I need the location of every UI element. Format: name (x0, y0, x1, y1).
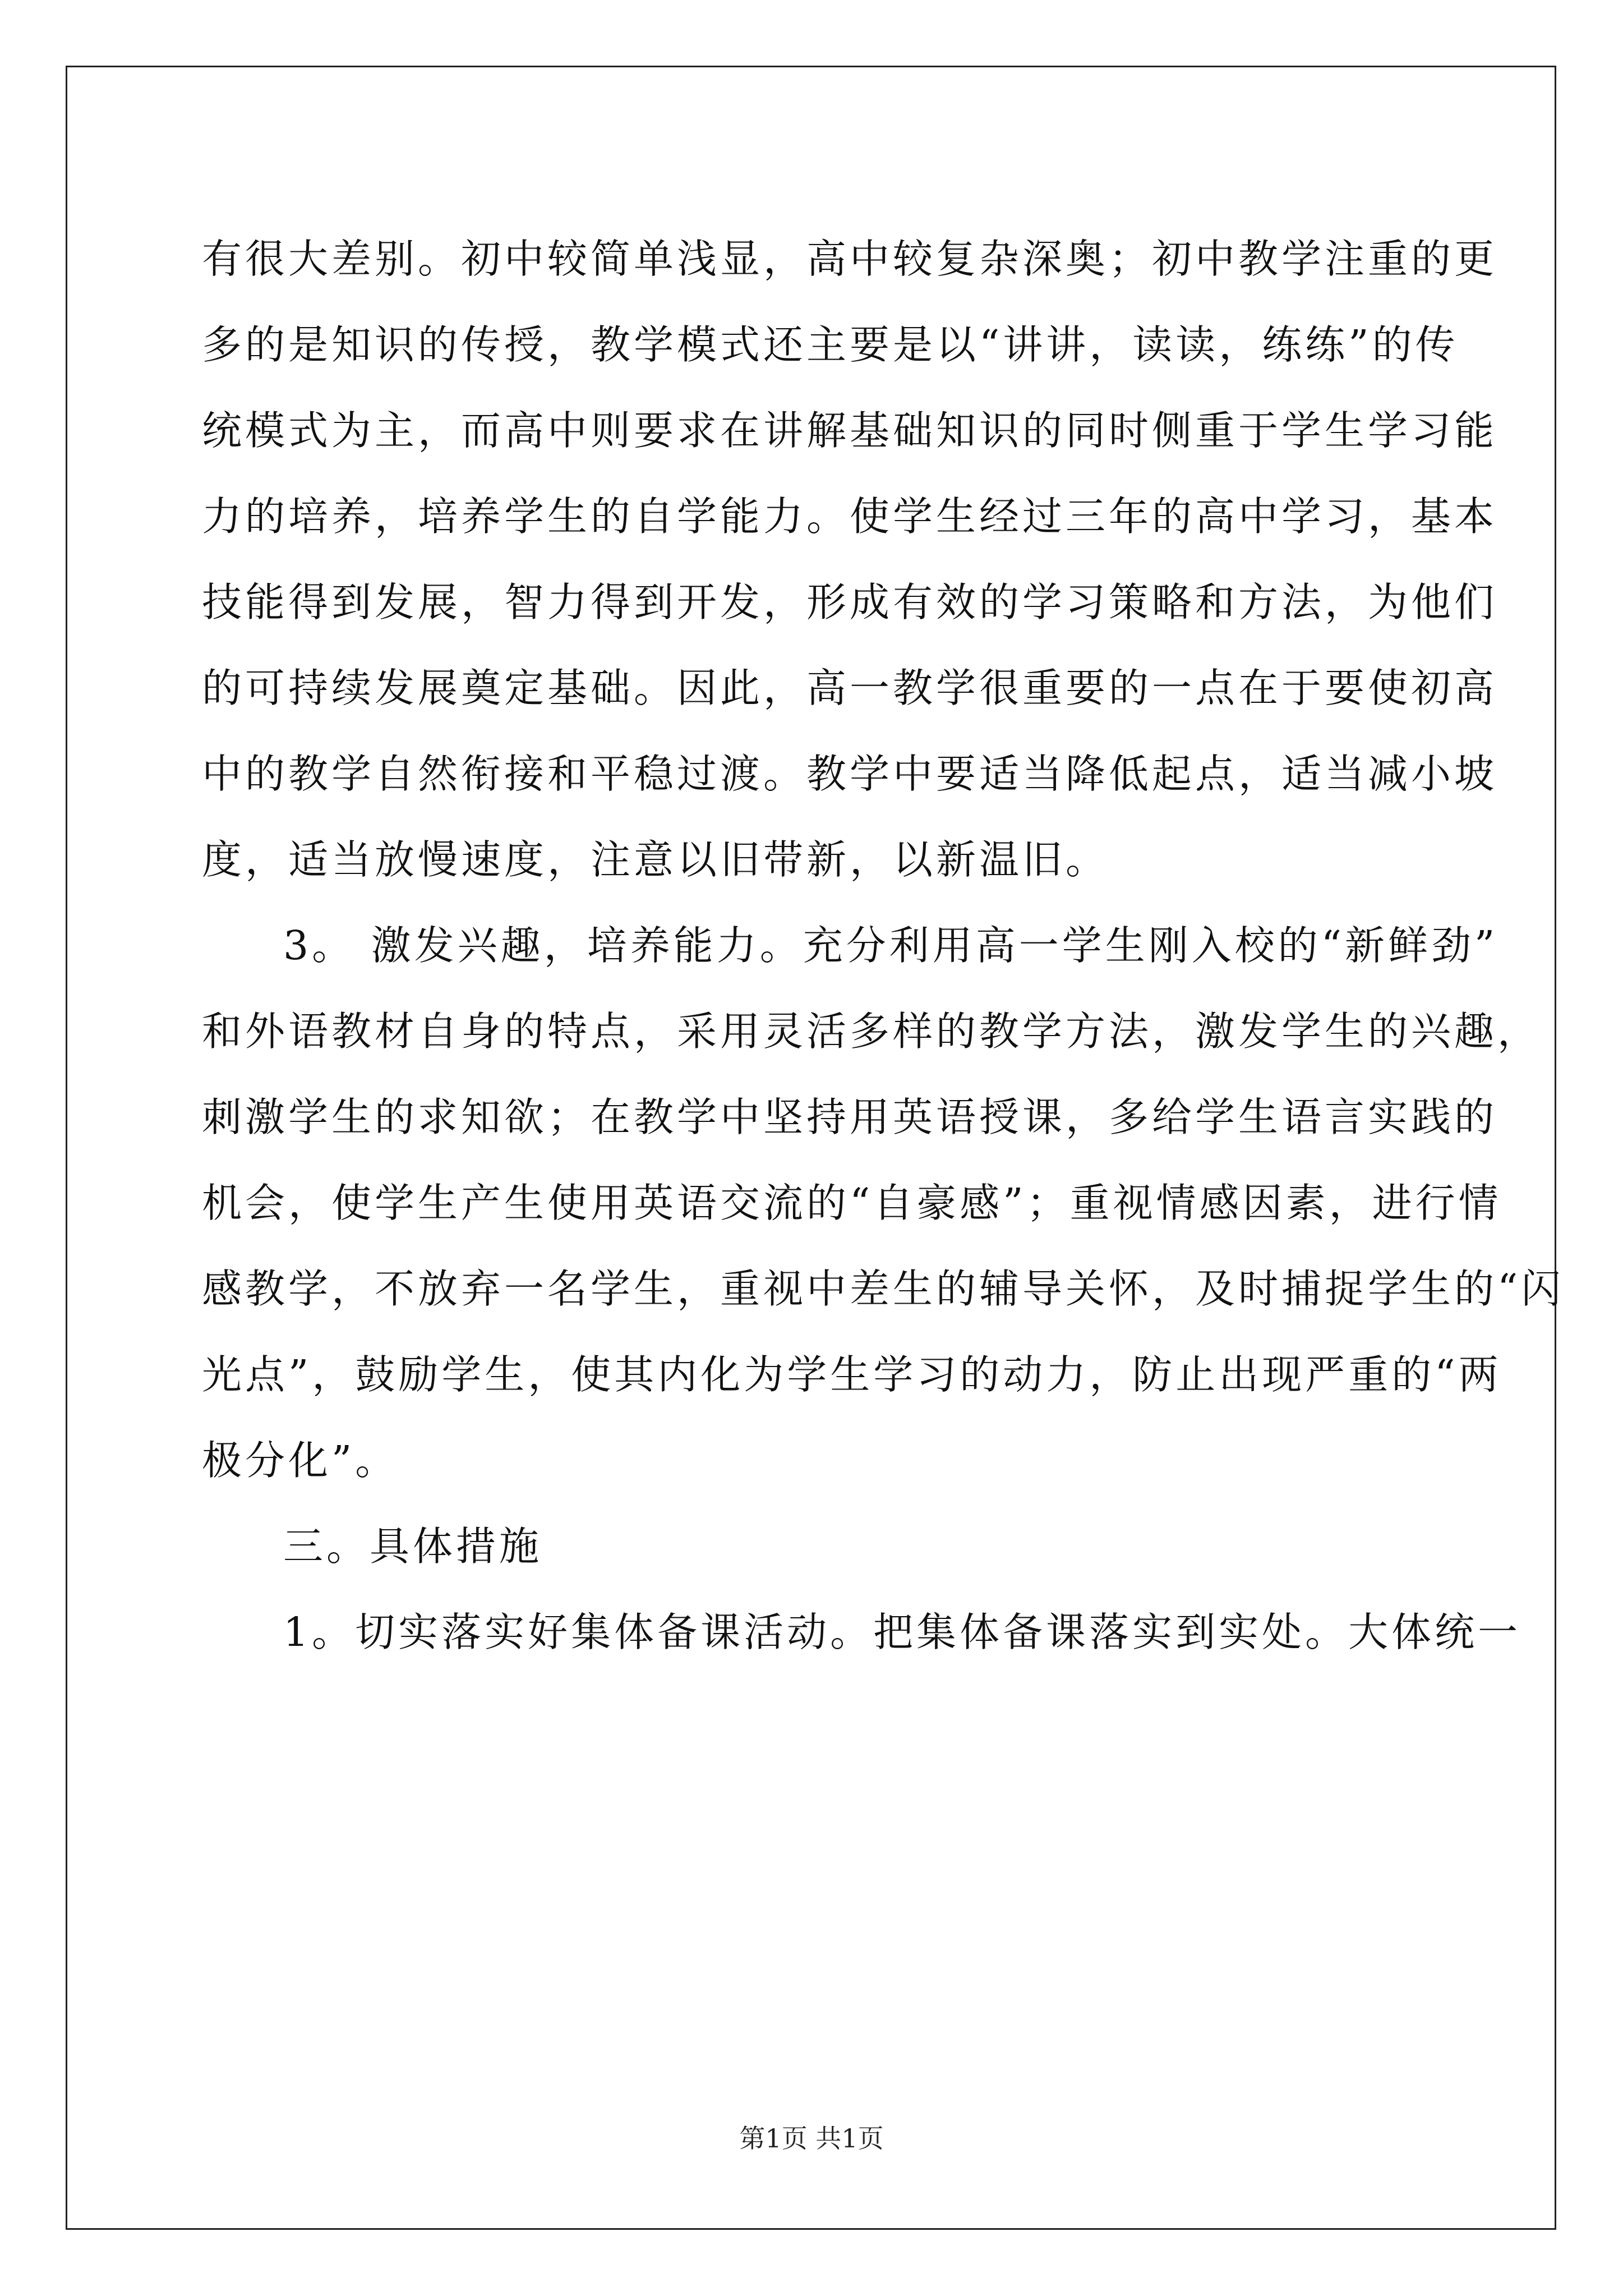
text-line-4: 力的培养，培养学生的自学能力。使学生经过三年的高中学习，基本 (202, 493, 1498, 540)
text-line-1: 有很大差别。初中较简单浅显，高中较复杂深奥；初中教学注重的更 (202, 236, 1498, 282)
text-line-10: 和外语教材自身的特点，采用灵活多样的教学方法，激发学生的兴趣， (202, 1008, 1541, 1055)
page-footer: 第1页 共1页 (739, 2123, 884, 2154)
text-line-8: 度，适当放慢速度，注意以旧带新，以新温旧。 (202, 836, 1109, 883)
section-heading: 三。具体措施 (283, 1523, 543, 1570)
text-line-2: 多的是知识的传授，教学模式还主要是以“讲讲，读读，练练”的传 (202, 321, 1459, 368)
text-line-6: 的可持续发展奠定基础。因此，高一教学很重要的一点在于要使初高 (202, 665, 1498, 711)
text-line-5: 技能得到发展，智力得到开发，形成有效的学习策略和方法，为他们 (202, 579, 1498, 625)
text-line-12: 机会，使学生产生使用英语交流的“自豪感”；重视情感因素，进行情 (202, 1180, 1502, 1226)
text-line-3: 统模式为主，而高中则要求在讲解基础知识的同时侧重于学生学习能 (202, 407, 1498, 454)
text-line-13: 感教学，不放弃一名学生，重视中差生的辅导关怀，及时捕捉学生的“闪 (202, 1266, 1565, 1312)
text-line-15: 极分化”。 (202, 1437, 399, 1484)
document-body (202, 216, 1565, 1675)
text-line-11: 刺激学生的求知欲；在教学中坚持用英语授课，多给学生语言实践的 (202, 1094, 1498, 1140)
text-line-7: 中的教学自然衔接和平稳过渡。教学中要适当降低起点，适当减小坡 (202, 751, 1498, 797)
text-line-9: 3。 激发兴趣，培养能力。充分利用高一学生刚入校的“新鲜劲” (283, 922, 1498, 969)
text-line-14: 光点”，鼓励学生，使其内化为学生学习的动力，防止出现严重的“两 (202, 1351, 1502, 1398)
text-line-17: 1。切实落实好集体备课活动。把集体备课落实到实处。大体统一 (283, 1609, 1521, 1655)
